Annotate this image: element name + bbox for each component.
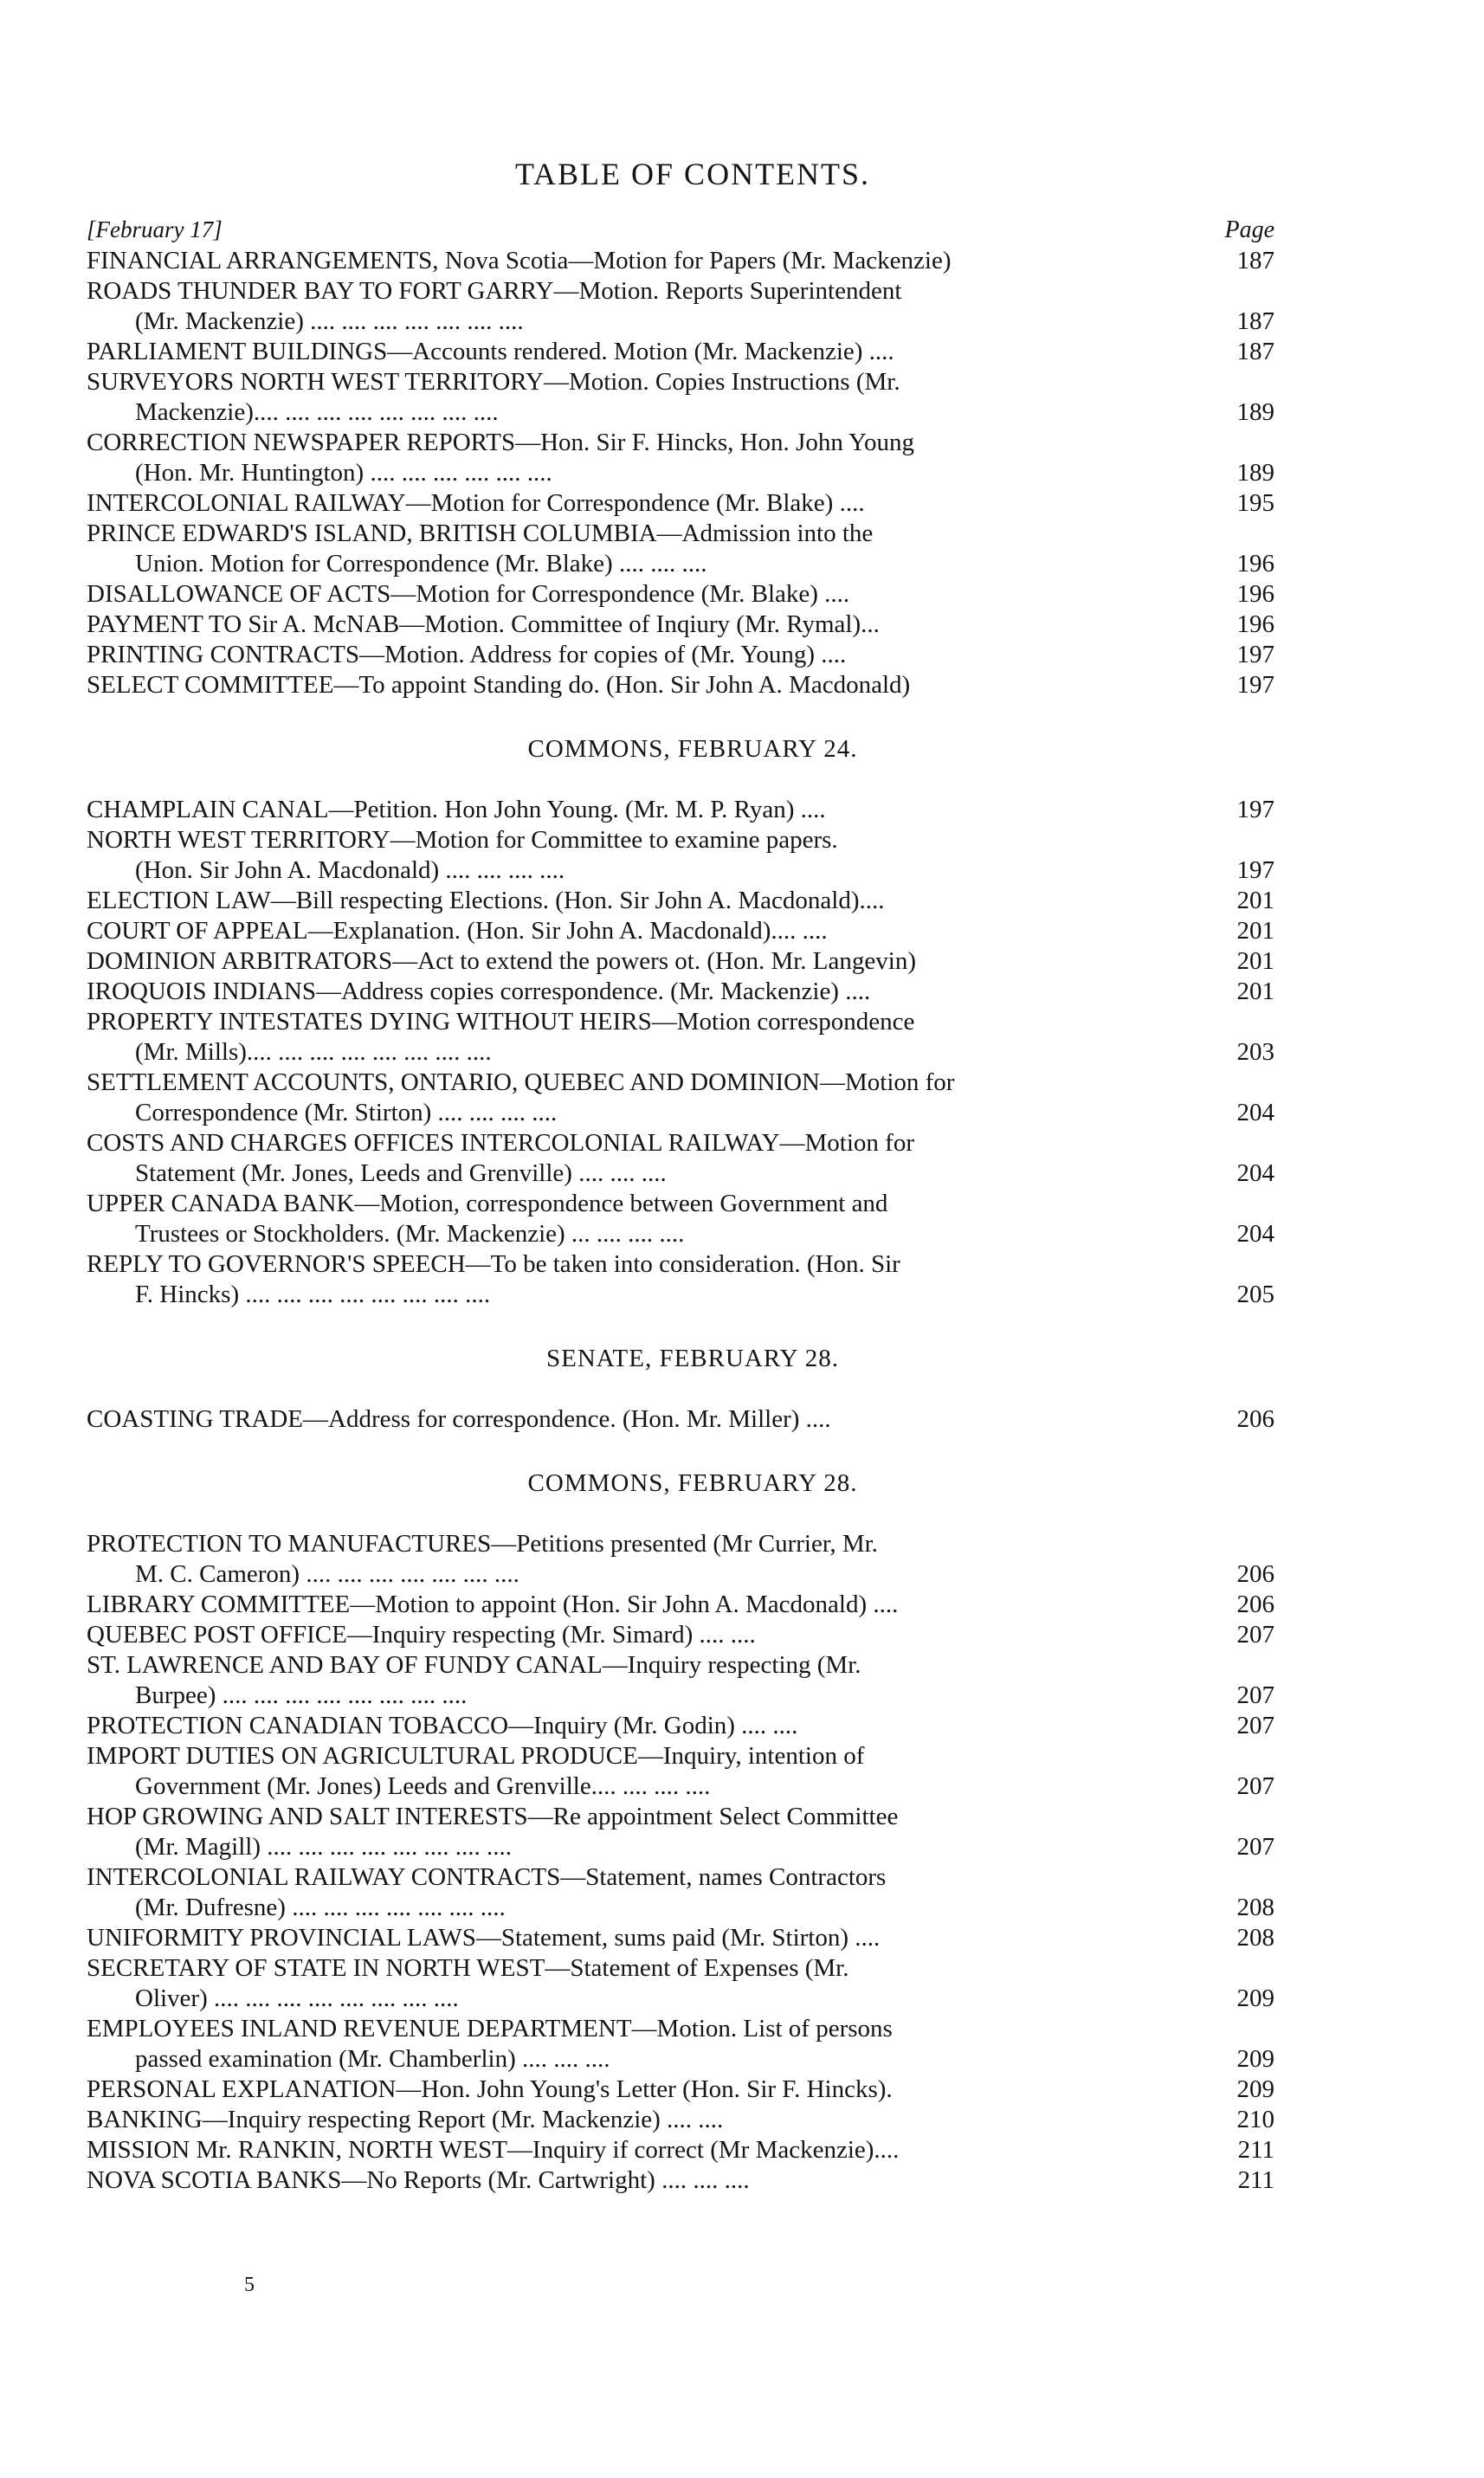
entry-continuation: Mackenzie).... .... .... .... .... .... .... ....	[135, 398, 499, 426]
entry-page-number: 211	[1237, 2166, 1274, 2194]
toc-entry[interactable]	[87, 825, 1299, 886]
entry-page-number: 201	[1236, 947, 1274, 975]
entry-page-number: 196	[1236, 610, 1274, 638]
entry-page-number: 201	[1236, 917, 1274, 945]
entry-title: PRINTING CONTRACTS—Motion. Address for copies of (Mr. Young) ....	[87, 641, 847, 668]
toc-entry[interactable]	[87, 1953, 1299, 2014]
entry-title: PAYMENT TO Sir A. McNAB—Motion. Committee of Inqiury (Mr. Rymal)...	[87, 610, 880, 638]
entry-title: SURVEYORS NORTH WEST TERRITORY—Motion. Copies Instructions (Mr.	[87, 368, 900, 396]
entry-title: MISSION Mr. RANKIN, NORTH WEST—Inquiry if correct (Mr Mackenzie)....	[87, 2136, 900, 2164]
entry-page-number: 205	[1236, 1281, 1274, 1308]
toc-entry[interactable]	[87, 946, 1299, 977]
toc-entry[interactable]	[87, 670, 1299, 700]
entry-title: COURT OF APPEAL—Explanation. (Hon. Sir John A. Macdonald).... ....	[87, 917, 828, 945]
toc-entry[interactable]	[87, 1068, 1299, 1128]
toc-entry[interactable]	[87, 640, 1299, 670]
entry-page-number: 207	[1236, 1833, 1274, 1861]
entry-title: NOVA SCOTIA BANKS—No Reports (Mr. Cartwright) .... .... ....	[87, 2166, 750, 2194]
entry-page-number: 187	[1236, 247, 1274, 274]
entry-continuation: F. Hincks) .... .... .... .... .... .... .... ....	[135, 1281, 491, 1308]
entry-title: INTERCOLONIAL RAILWAY—Motion for Correspondence (Mr. Blake) ....	[87, 489, 865, 517]
entry-page-number: 206	[1236, 1405, 1274, 1433]
toc-entry[interactable]	[87, 1711, 1299, 1741]
toc-entry[interactable]	[87, 977, 1299, 1007]
entry-title: QUEBEC POST OFFICE—Inquiry respecting (Mr. Simard) .... ....	[87, 1621, 756, 1649]
entry-page-number: 203	[1236, 1038, 1274, 1066]
entry-page-number: 197	[1236, 856, 1274, 884]
toc-page	[87, 156, 1299, 2196]
entry-title: DOMINION ARBITRATORS—Act to extend the powers ot. (Hon. Mr. Langevin)	[87, 947, 916, 975]
section-heading: SENATE, FEBRUARY 28.	[546, 1345, 839, 1372]
toc-entry[interactable]	[87, 519, 1299, 579]
entry-page-number: 196	[1236, 550, 1274, 578]
entry-continuation: Trustees or Stockholders. (Mr. Mackenzie) ... .... .... ....	[135, 1220, 685, 1248]
toc-entry[interactable]	[87, 1923, 1299, 1953]
entry-title: ST. LAWRENCE AND BAY OF FUNDY CANAL—Inquiry respecting (Mr.	[87, 1651, 861, 1679]
entry-page-number: 204	[1236, 1099, 1274, 1126]
toc-sections	[87, 216, 1299, 2196]
entry-continuation: (Mr. Mackenzie) .... .... .... .... .... .... ....	[135, 307, 524, 335]
entry-page-number: 208	[1236, 1924, 1274, 1952]
entry-title: NORTH WEST TERRITORY—Motion for Committee to examine papers.	[87, 826, 838, 854]
entry-title: IMPORT DUTIES ON AGRICULTURAL PRODUCE—Inquiry, intention of	[87, 1742, 865, 1770]
entry-page-number: 209	[1236, 1984, 1274, 2012]
entry-continuation: (Mr. Magill) .... .... .... .... .... .... .... ....	[135, 1833, 512, 1861]
entry-page-number: 209	[1236, 2045, 1274, 2073]
toc-entry[interactable]	[87, 2135, 1299, 2165]
entry-title: PARLIAMENT BUILDINGS—Accounts rendered. Motion (Mr. Mackenzie) ....	[87, 338, 894, 365]
entry-title: ELECTION LAW—Bill respecting Elections. (Hon. Sir John A. Macdonald)....	[87, 887, 885, 914]
entry-continuation: Statement (Mr. Jones, Leeds and Grenville) .... .... ....	[135, 1159, 667, 1187]
entry-page-number: 197	[1236, 641, 1274, 668]
section-heading: COMMONS, FEBRUARY 28.	[527, 1469, 858, 1497]
entry-page-number: 204	[1236, 1220, 1274, 1248]
toc-entry[interactable]	[87, 1862, 1299, 1923]
entry-title: BANKING—Inquiry respecting Report (Mr. Mackenzie) .... ....	[87, 2106, 724, 2133]
entry-continuation: passed examination (Mr. Chamberlin) .... .... ....	[135, 2045, 610, 2073]
toc-entry[interactable]	[87, 1529, 1299, 1590]
entry-title: COASTING TRADE—Address for correspondence. (Hon. Mr. Miller) ....	[87, 1405, 831, 1433]
entry-title: CHAMPLAIN CANAL—Petition. Hon John Young. (Mr. M. P. Ryan) ....	[87, 796, 826, 823]
toc-entry[interactable]	[87, 1404, 1299, 1435]
toc-entry[interactable]	[87, 2014, 1299, 2075]
toc-entry[interactable]	[87, 428, 1299, 488]
entry-title: LIBRARY COMMITTEE—Motion to appoint (Hon. Sir John A. Macdonald) ....	[87, 1591, 899, 1618]
toc-section	[87, 1469, 1299, 2196]
page-title: TABLE OF CONTENTS.	[514, 157, 871, 191]
entry-continuation: M. C. Cameron) .... .... .... .... .... .... ....	[135, 1560, 519, 1588]
entry-page-number: 201	[1236, 978, 1274, 1005]
entry-title: REPLY TO GOVERNOR'S SPEECH—To be taken into consideration. (Hon. Sir	[87, 1250, 900, 1278]
entry-title: UNIFORMITY PROVINCIAL LAWS—Statement, sums paid (Mr. Stirton) ....	[87, 1924, 881, 1952]
toc-entry[interactable]	[87, 579, 1299, 610]
entry-page-number: 189	[1236, 398, 1274, 426]
toc-entry[interactable]	[87, 886, 1299, 916]
entry-page-number: 195	[1236, 489, 1274, 517]
entry-page-number: 204	[1236, 1159, 1274, 1187]
entry-page-number: 189	[1236, 459, 1274, 487]
toc-entry[interactable]	[87, 2075, 1299, 2105]
toc-entry[interactable]	[87, 1650, 1299, 1711]
entry-page-number: 187	[1236, 307, 1274, 335]
toc-entry[interactable]	[87, 1590, 1299, 1620]
toc-entry[interactable]	[87, 337, 1299, 367]
entry-title: COSTS AND CHARGES OFFICES INTERCOLONIAL RAILWAY—Motion for	[87, 1129, 914, 1157]
entry-page-number: 206	[1236, 1591, 1274, 1618]
entry-page-number: 207	[1236, 1681, 1274, 1709]
toc-entry[interactable]	[87, 2105, 1299, 2135]
toc-entry[interactable]	[87, 1189, 1299, 1249]
entry-page-number: 207	[1236, 1621, 1274, 1649]
entry-title: SETTLEMENT ACCOUNTS, ONTARIO, QUEBEC AND DOMINION—Motion for	[87, 1068, 955, 1096]
session-date: [February 17]	[87, 216, 223, 242]
entry-page-number: 210	[1236, 2106, 1274, 2133]
entry-page-number: 206	[1236, 1560, 1274, 1588]
entry-page-number: 208	[1236, 1894, 1274, 1921]
entry-title: PROPERTY INTESTATES DYING WITHOUT HEIRS—Motion correspondence	[87, 1008, 915, 1036]
toc-entry[interactable]	[87, 276, 1299, 337]
page-column-label: Page	[1224, 216, 1274, 243]
entry-continuation: Oliver) .... .... .... .... .... .... .... ....	[135, 1984, 459, 2012]
entry-continuation: Correspondence (Mr. Stirton) .... .... .... ....	[135, 1099, 558, 1126]
entry-title: UPPER CANADA BANK—Motion, correspondence between Government and	[87, 1190, 888, 1217]
entry-title: CORRECTION NEWSPAPER REPORTS—Hon. Sir F. Hincks, Hon. John Young	[87, 429, 915, 456]
toc-entry[interactable]	[87, 1249, 1299, 1310]
entry-page-number: 197	[1236, 671, 1274, 699]
entry-title: PERSONAL EXPLANATION—Hon. John Young's Letter (Hon. Sir F. Hincks).	[87, 2075, 893, 2103]
entry-title: DISALLOWANCE OF ACTS—Motion for Correspondence (Mr. Blake) ....	[87, 580, 850, 608]
toc-entry[interactable]	[87, 1741, 1299, 1802]
toc-section	[87, 216, 1299, 700]
entry-page-number: 201	[1236, 887, 1274, 914]
toc-entry[interactable]	[87, 246, 1299, 276]
entry-page-number: 211	[1237, 2136, 1274, 2164]
entry-title: PROTECTION TO MANUFACTURES—Petitions presented (Mr Currier, Mr.	[87, 1530, 878, 1558]
entry-title: PROTECTION CANADIAN TOBACCO—Inquiry (Mr. Godin) .... ....	[87, 1712, 798, 1739]
entry-title: SECRETARY OF STATE IN NORTH WEST—Statement of Expenses (Mr.	[87, 1954, 849, 1982]
entry-title: IROQUOIS INDIANS—Address copies correspondence. (Mr. Mackenzie) ....	[87, 978, 871, 1005]
entry-page-number: 207	[1236, 1772, 1274, 1800]
section-heading: COMMONS, FEBRUARY 24.	[527, 735, 858, 763]
toc-entry[interactable]	[87, 367, 1299, 428]
entry-page-number: 196	[1236, 580, 1274, 608]
entry-continuation: Union. Motion for Correspondence (Mr. Blake) .... .... ....	[135, 550, 707, 578]
page-number: 5	[244, 2274, 255, 2296]
toc-entry[interactable]	[87, 916, 1299, 946]
toc-entry[interactable]	[87, 1620, 1299, 1650]
entry-title: PRINCE EDWARD'S ISLAND, BRITISH COLUMBIA—Admission into the	[87, 519, 874, 547]
entry-page-number: 197	[1236, 796, 1274, 823]
entry-continuation: (Mr. Dufresne) .... .... .... .... .... .... ....	[135, 1894, 506, 1921]
entry-continuation: Burpee) .... .... .... .... .... .... .... ....	[135, 1681, 468, 1709]
entry-page-number: 207	[1236, 1712, 1274, 1739]
entry-continuation: (Hon. Mr. Huntington) .... .... .... .... .... ....	[135, 459, 552, 487]
toc-entry[interactable]	[87, 610, 1299, 640]
entry-title: SELECT COMMITTEE—To appoint Standing do. (Hon. Sir John A. Macdonald)	[87, 671, 911, 699]
toc-entry[interactable]	[87, 2165, 1299, 2196]
toc-entry[interactable]	[87, 488, 1299, 519]
toc-section	[87, 1345, 1299, 1435]
entry-page-number: 187	[1236, 338, 1274, 365]
entry-continuation: (Mr. Mills).... .... .... .... .... .... .... ....	[135, 1038, 492, 1066]
entry-continuation: Government (Mr. Jones) Leeds and Grenville.... .... .... ....	[135, 1772, 711, 1800]
entry-title: ROADS THUNDER BAY TO FORT GARRY—Motion. Reports Superintendent	[87, 277, 902, 305]
entry-title: EMPLOYEES INLAND REVENUE DEPARTMENT—Motion. List of persons	[87, 2015, 893, 2042]
toc-entry[interactable]	[87, 1128, 1299, 1189]
toc-section	[87, 735, 1299, 1310]
toc-entry[interactable]	[87, 1802, 1299, 1862]
date-line	[87, 216, 1299, 244]
entry-page-number: 209	[1236, 2075, 1274, 2103]
entry-continuation: (Hon. Sir John A. Macdonald) .... .... .... ....	[135, 856, 565, 884]
entry-title: INTERCOLONIAL RAILWAY CONTRACTS—Statement, names Contractors	[87, 1863, 887, 1891]
toc-entry[interactable]	[87, 1007, 1299, 1068]
entry-title: HOP GROWING AND SALT INTERESTS—Re appointment Select Committee	[87, 1803, 899, 1830]
toc-entry[interactable]	[87, 795, 1299, 825]
entry-title: FINANCIAL ARRANGEMENTS, Nova Scotia—Motion for Papers (Mr. Mackenzie)	[87, 247, 952, 274]
